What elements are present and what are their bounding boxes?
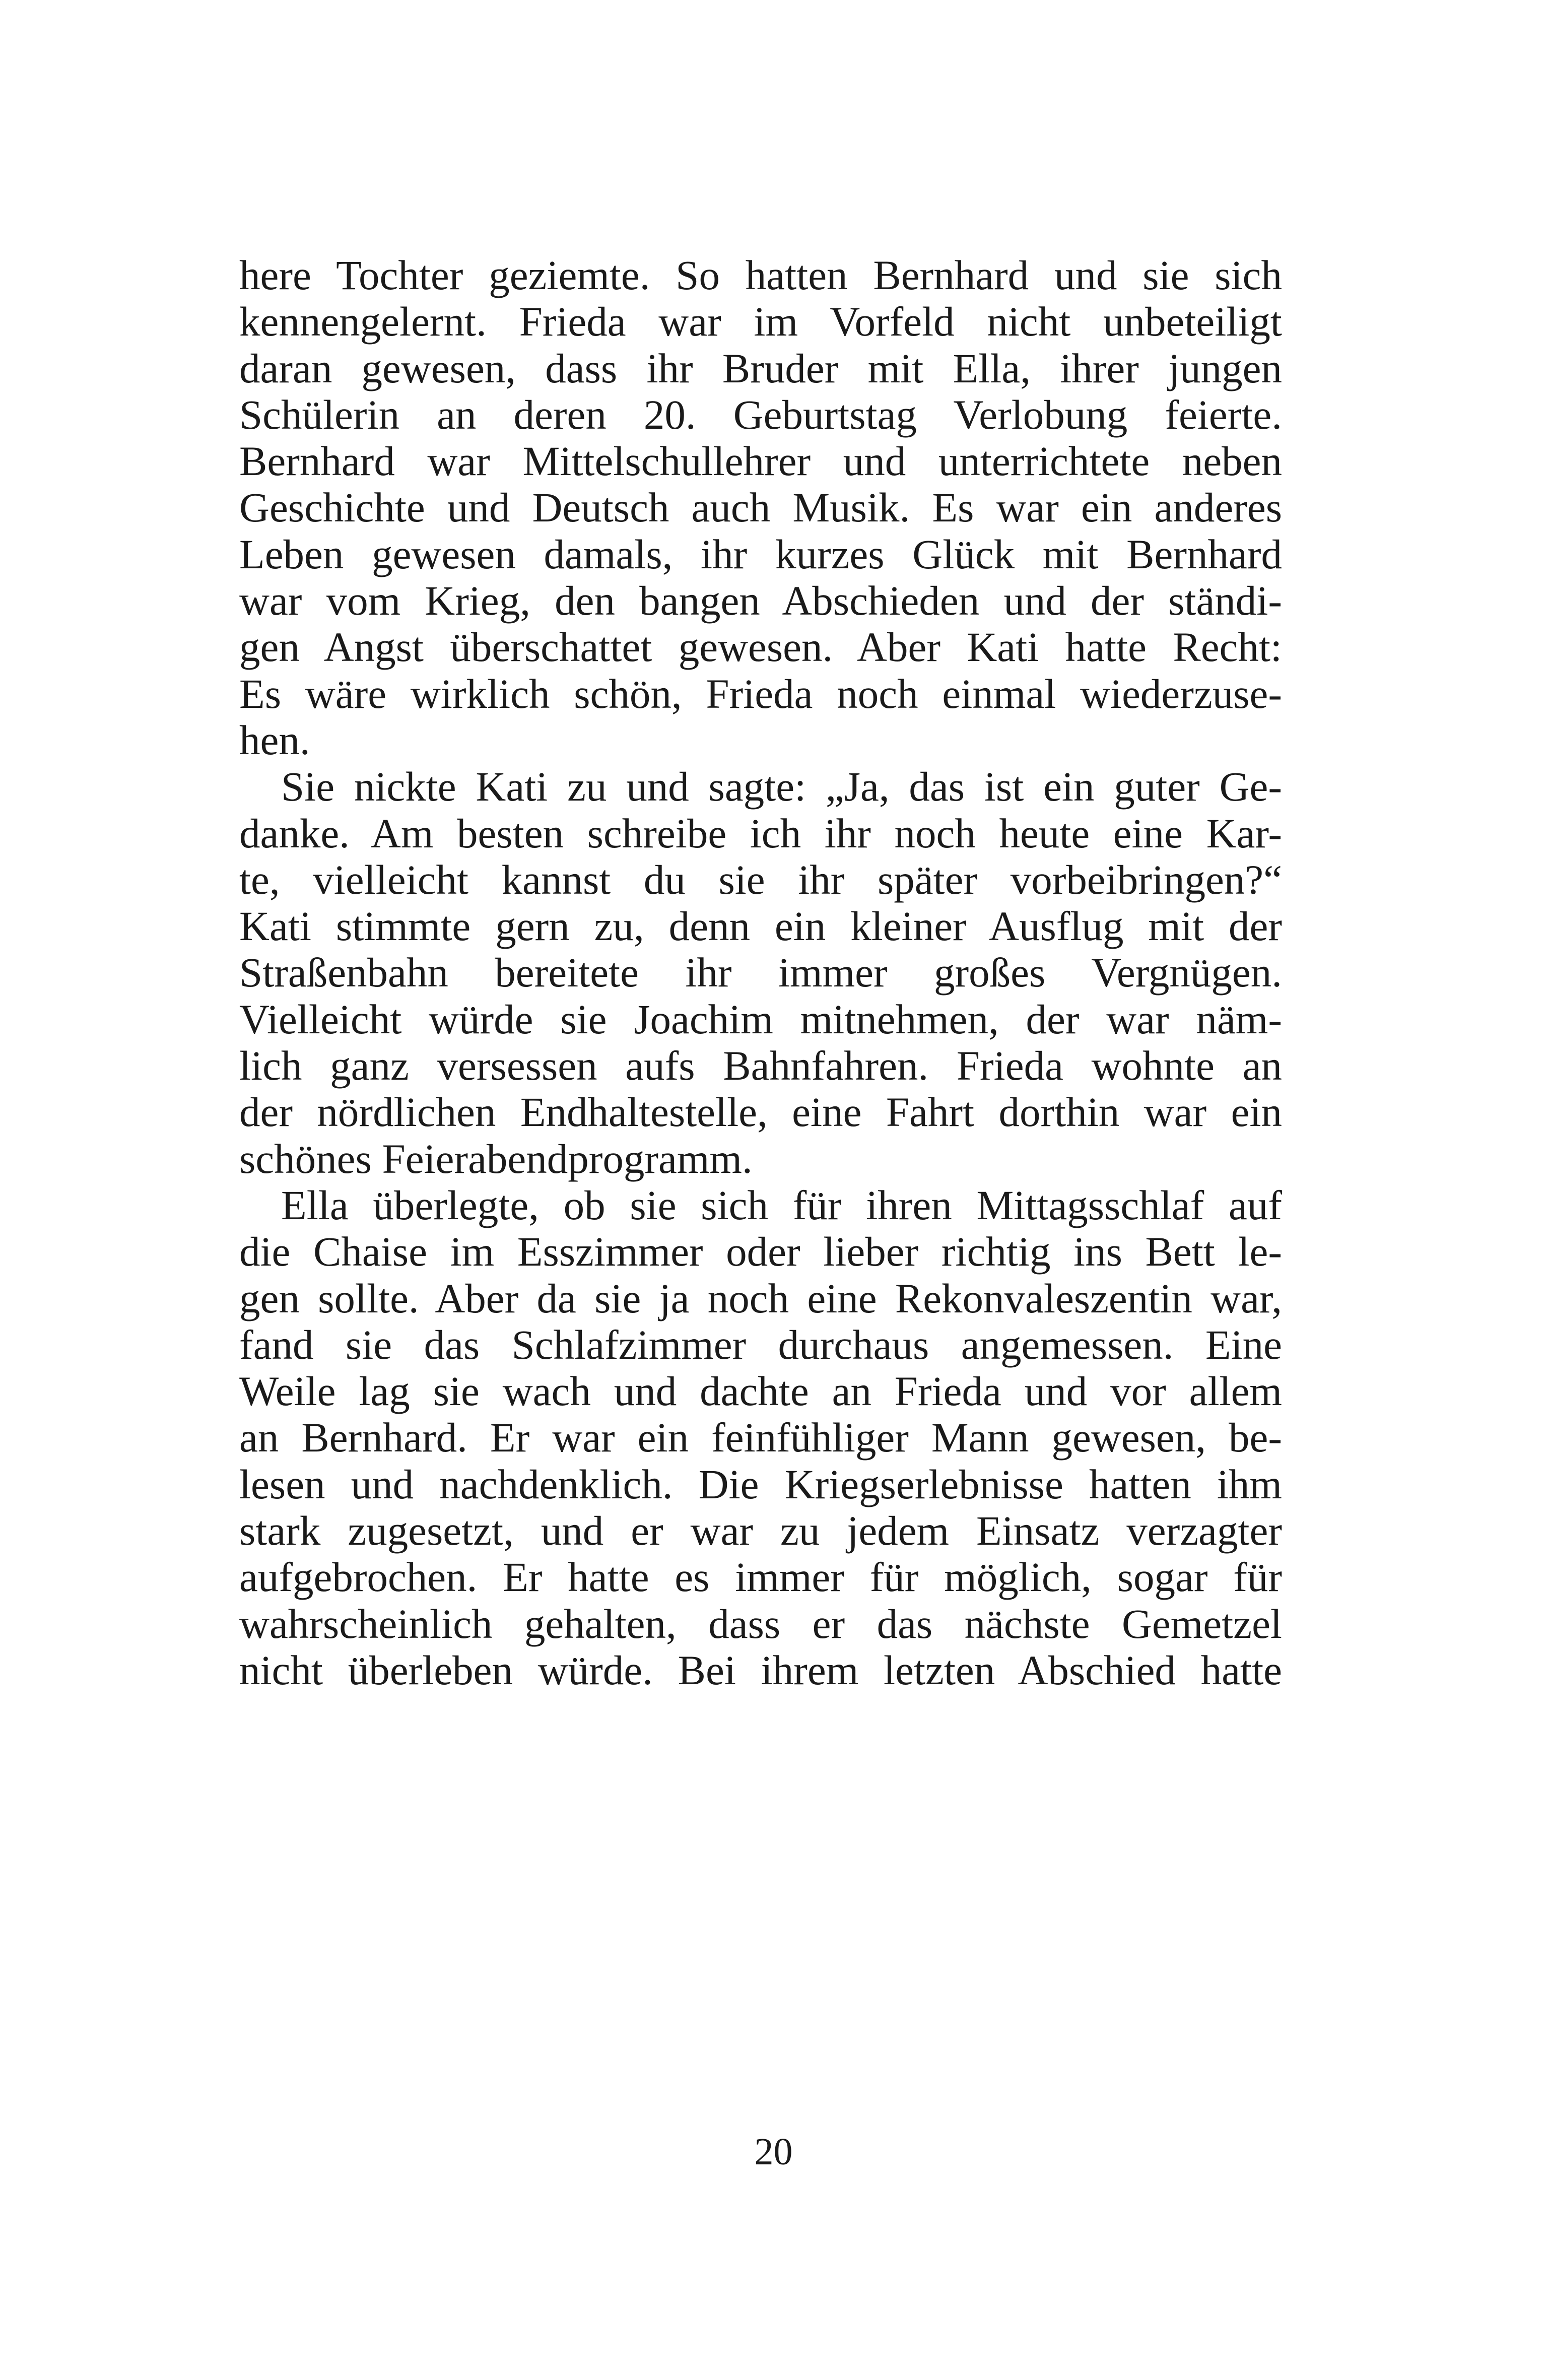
text-line: war vom Krieg, den bangen Abschieden und der ständi-: [239, 577, 1282, 624]
text-line: Vielleicht würde sie Joachim mitnehmen, der war näm-: [239, 996, 1282, 1042]
text-line: wahrscheinlich gehalten, dass er das nächste Gemetzel: [239, 1600, 1282, 1647]
page-number: 20: [754, 2131, 793, 2173]
text-line: Kati stimmte gern zu, denn ein kleiner Ausflug mit der: [239, 903, 1282, 950]
text-line: Ella überlegte, ob sie sich für ihren Mittagsschlaf auf: [281, 1181, 1282, 1228]
text-line: Schülerin an deren 20. Geburtstag Verlobung feierte.: [239, 391, 1282, 438]
text-line: nicht überleben würde. Bei ihrem letzten Abschied hatte: [239, 1646, 1282, 1693]
text-line: kennengelernt. Frieda war im Vorfeld nicht unbeteiligt: [239, 298, 1282, 345]
text-line: aufgebrochen. Er hatte es immer für möglich, sogar für: [239, 1554, 1282, 1601]
text-line: hen.: [239, 716, 310, 763]
text-line: Sie nickte Kati zu und sagte: „Ja, das ist ein guter Ge-: [281, 763, 1282, 810]
text-line: schönes Feierabendprogramm.: [239, 1135, 753, 1182]
text-line: gen Angst überschattet gewesen. Aber Kati hatte Recht:: [239, 624, 1282, 671]
text-line: danke. Am besten schreibe ich ihr noch heute eine Kar-: [239, 810, 1282, 856]
text-line: der nördlichen Endhaltestelle, eine Fahrt dorthin war ein: [239, 1089, 1282, 1136]
text-line: fand sie das Schlafzimmer durchaus angemessen. Eine: [239, 1321, 1282, 1368]
text-line: lesen und nachdenklich. Die Kriegserlebnisse hatten ihm: [239, 1461, 1282, 1507]
text-line: an Bernhard. Er war ein feinfühliger Mann gewesen, be-: [239, 1414, 1282, 1461]
text-line: te, vielleicht kannst du sie ihr später vorbeibringen?“: [239, 856, 1282, 903]
text-line: Leben gewesen damals, ihr kurzes Glück mit Bernhard: [239, 531, 1282, 577]
text-line: lich ganz versessen aufs Bahnfahren. Frieda wohnte an: [239, 1042, 1282, 1089]
text-line: Weile lag sie wach und dachte an Frieda und vor allem: [239, 1368, 1282, 1415]
text-line: Geschichte und Deutsch auch Musik. Es war ein anderes: [239, 484, 1282, 531]
body-text: [239, 252, 1282, 1693]
text-line: Bernhard war Mittelschullehrer und unterrichtete neben: [239, 438, 1282, 485]
text-line: Es wäre wirklich schön, Frieda noch einmal wiederzuse-: [239, 670, 1282, 717]
text-line: here Tochter geziemte. So hatten Bernhard und sie sich: [239, 252, 1282, 298]
text-line: daran gewesen, dass ihr Bruder mit Ella, ihrer jungen: [239, 345, 1282, 391]
text-line: stark zugesetzt, und er war zu jedem Einsatz verzagter: [239, 1507, 1282, 1554]
text-line: Straßenbahn bereitete ihr immer großes Vergnügen.: [239, 949, 1282, 996]
text-line: die Chaise im Esszimmer oder lieber richtig ins Bett le-: [239, 1228, 1282, 1275]
text-line: gen sollte. Aber da sie ja noch eine Rekonvaleszentin war,: [239, 1275, 1282, 1321]
